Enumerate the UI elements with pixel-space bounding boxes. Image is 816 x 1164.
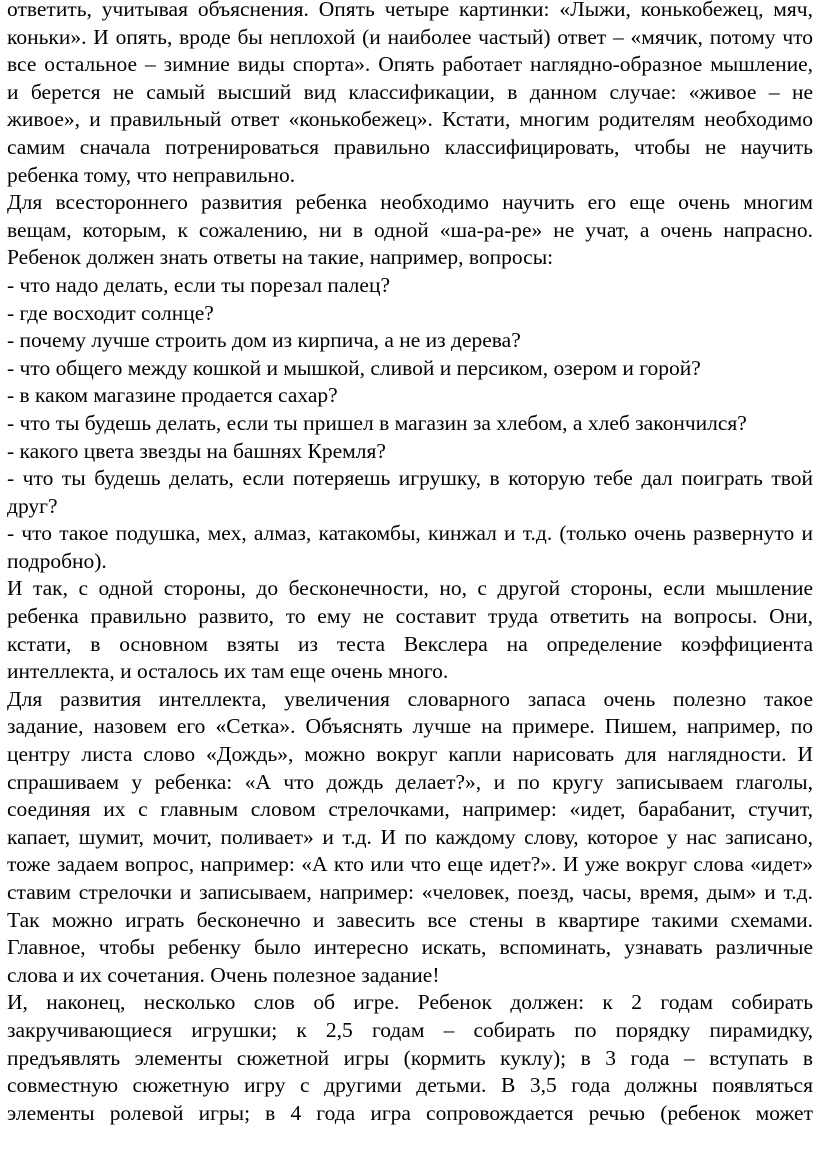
text-line: кстати, в основном взяты из теста Векслера на определение коэффициента <box>7 631 813 656</box>
text-line: спрашиваем у ребенка: «А что дождь делает?», и по кругу записываем глаголы, <box>7 769 813 794</box>
text-line: Для развития интеллекта, увеличения словарного запаса очень полезно такое <box>7 686 813 711</box>
text-line: капает, шумит, мочит, поливает» и т.д. И по каждому слову, которое у нас записано, <box>7 824 813 849</box>
text-line: закручивающиеся игрушки; к 2,5 годам – собирать по порядку пирамидку, <box>7 1017 813 1042</box>
text-line: совместную сюжетную игру с другими детьми. В 3,5 года должны появляться <box>7 1073 813 1098</box>
text-line: задание, назовем его «Сетка». Объяснять лучше на примере. Пишем, например, по <box>7 714 813 739</box>
text-line: и берется не самый высший вид классификации, в данном случае: «живое – не <box>7 79 813 104</box>
text-line: И, наконец, несколько слов об игре. Ребенок должен: к 2 годам собирать <box>7 990 813 1015</box>
text-line: подробно). <box>7 548 107 573</box>
text-line: Главное, чтобы ребенку было интересно искать, вспоминать, узнавать различные <box>7 935 813 960</box>
document-body <box>7 0 813 1127</box>
text-line: - что такое подушка, мех, алмаз, катакомбы, кинжал и т.д. (только очень развернуто и <box>7 521 813 546</box>
text-line: предъявлять элементы сюжетной игры (кормить куклу); в 3 года – вступать в <box>7 1045 813 1070</box>
text-line: ставим стрелочки и записываем, например: «человек, поезд, часы, время, дым» и т.д. <box>7 880 813 904</box>
text-line: И так, с одной стороны, до бесконечности, но, с другой стороны, если мышление <box>7 576 813 601</box>
text-line: коньки». И опять, вроде бы неплохой (и наиболее частый) ответ – «мячик, потому что <box>7 24 813 49</box>
text-line: соединяя их с главным словом стрелочками, например: «идет, барабанит, стучит, <box>7 797 813 822</box>
text-line: - в каком магазине продается сахар? <box>7 383 338 408</box>
text-line: элементы ролевой игры; в 4 года игра сопровождается речью (ребенок может <box>7 1100 813 1125</box>
text-line: - почему лучше строить дом из кирпича, а не из дерева? <box>7 328 521 353</box>
text-line: - где восходит солнце? <box>7 300 214 325</box>
text-line: - что надо делать, если ты порезал палец? <box>7 272 390 297</box>
text-line: живое», и правильный ответ «конькобежец». Кстати, многим родителям необходимо <box>7 107 813 132</box>
text-line: все остальное – зимние виды спорта». Опять работает наглядно-образное мышление, <box>7 52 813 77</box>
text-line: - что ты будешь делать, если ты пришел в магазин за хлебом, а хлеб закончился? <box>7 410 747 435</box>
text-line: Так можно играть бесконечно и завесить все стены в квартире такими схемами. <box>7 907 813 932</box>
text-line: интеллекта, и осталось их там еще очень много. <box>7 659 449 684</box>
text-line: друг? <box>7 493 58 518</box>
text-line: ребенка правильно развито, то ему не составит труда ответить на вопросы. Они, <box>7 604 813 629</box>
text-line: ответить, учитывая объяснения. Опять четыре картинки: «Лыжи, конькобежец, мяч, <box>7 0 813 21</box>
text-line: - что ты будешь делать, если потеряешь игрушку, в которую тебе дал поиграть твой <box>7 466 813 491</box>
text-line: тоже задаем вопрос, например: «А кто или что еще идет?». И уже вокруг слова «идет» <box>7 852 813 877</box>
text-line: слова и их сочетания. Очень полезное задание! <box>7 962 440 987</box>
text-line: самим сначала потренироваться правильно классифицировать, чтобы не научить <box>7 134 813 159</box>
text-line: вещам, которым, к сожалению, ни в одной «ша-ра-ре» не учат, а очень напрасно. <box>7 217 813 242</box>
text-line: ребенка тому, что неправильно. <box>7 162 296 187</box>
text-line: центру листа слово «Дождь», можно вокруг капли нарисовать для наглядности. И <box>7 742 813 767</box>
text-line: - какого цвета звезды на башнях Кремля? <box>7 438 386 463</box>
text-line: - что общего между кошкой и мышкой, сливой и персиком, озером и горой? <box>7 355 701 380</box>
text-line: Ребенок должен знать ответы на такие, например, вопросы: <box>7 245 554 270</box>
text-line: Для всестороннего развития ребенка необходимо научить его еще очень многим <box>7 190 813 215</box>
